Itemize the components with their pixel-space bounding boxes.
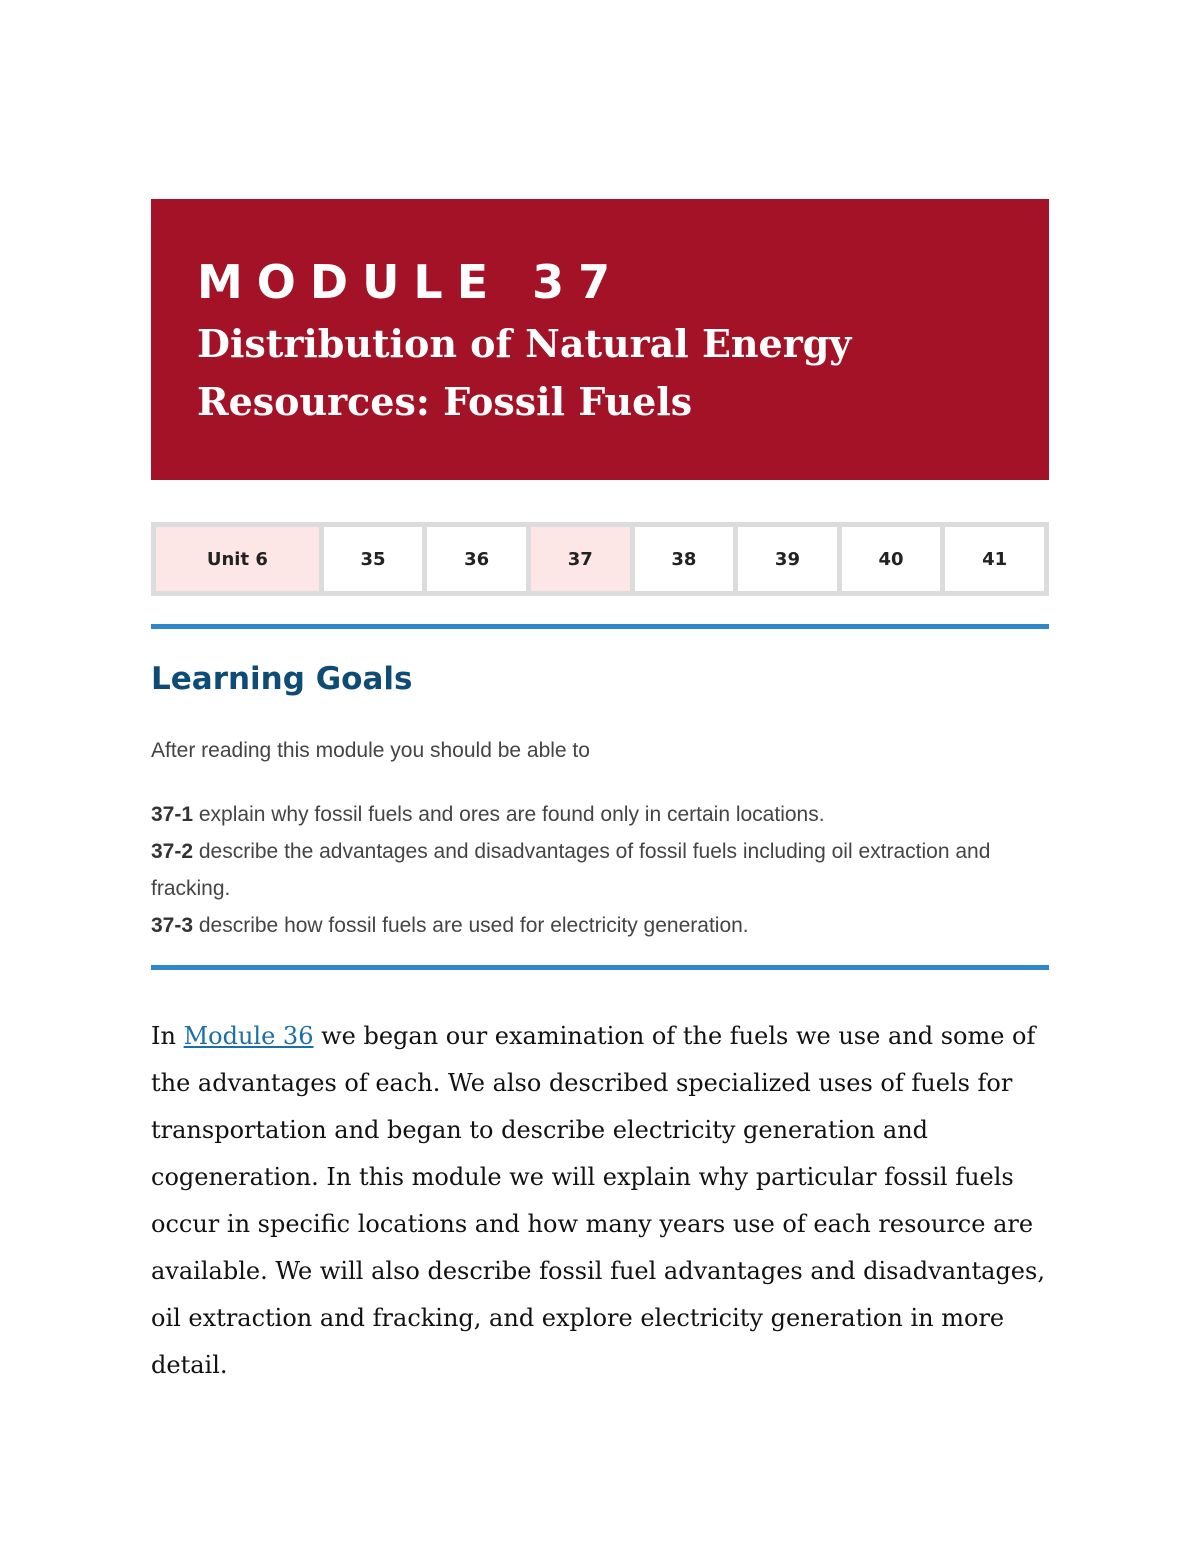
learning-goal-item — [151, 907, 1049, 944]
intro-text-rest: we began our examination of the fuels we use and some of the advantages of each. We also described specialized uses of fuels for transportation and began to describe electricity generation and cogeneration. In this module we will explain why particular fossil fuels occur in specific locations and how many years use of each resource are available. We will also describe fossil fuel advantages and disadvantages, oil extraction and fracking, and explore electricity generation in more detail. — [151, 1022, 1045, 1379]
nav-item-unit-6[interactable] — [156, 527, 319, 591]
learning-goal-number: 37-1 — [151, 803, 194, 826]
module-title-line-2: Resources: Fossil Fuels — [197, 379, 693, 424]
learning-goals-heading: Learning Goals — [151, 661, 413, 697]
nav-item-label: 38 — [671, 548, 697, 570]
learning-goal-item — [151, 833, 1049, 907]
nav-item-label: 39 — [774, 548, 800, 570]
nav-item-35[interactable] — [324, 527, 423, 591]
nav-item-40[interactable] — [842, 527, 941, 591]
section-divider-top — [151, 624, 1049, 629]
section-divider-bottom — [151, 965, 1049, 970]
nav-item-label: 40 — [878, 548, 904, 570]
nav-item-label: Unit 6 — [206, 548, 268, 570]
nav-item-label: 36 — [464, 548, 490, 570]
module-banner — [151, 199, 1049, 480]
module-36-link[interactable]: Module 36 — [183, 1022, 314, 1050]
learning-goal-item — [151, 796, 1049, 833]
learning-goal-number: 37-2 — [151, 840, 194, 863]
nav-item-39[interactable] — [738, 527, 837, 591]
nav-item-label: 41 — [982, 548, 1008, 570]
learning-goal-text: describe the advantages and disadvantages of fossil fuels including oil extraction and fracking. — [151, 840, 991, 900]
nav-item-38[interactable] — [635, 527, 734, 591]
module-navigation — [151, 522, 1049, 596]
learning-goal-text: describe how fossil fuels are used for electricity generation. — [193, 914, 749, 937]
module-title-line-1: Distribution of Natural Energy — [197, 321, 852, 366]
nav-item-label: 37 — [567, 548, 593, 570]
module-title — [197, 315, 1003, 431]
intro-text-start: In — [151, 1022, 184, 1050]
nav-item-37[interactable] — [531, 527, 630, 591]
learning-goals-list — [151, 796, 1049, 944]
nav-item-36[interactable] — [427, 527, 526, 591]
nav-item-41[interactable] — [945, 527, 1044, 591]
learning-goal-text: explain why fossil fuels and ores are found only in certain locations. — [193, 803, 825, 826]
nav-item-label: 35 — [360, 548, 386, 570]
module-label: MODULE 37 — [197, 255, 625, 309]
learning-goals-intro: After reading this module you should be able to — [151, 739, 590, 762]
learning-goal-number: 37-3 — [151, 914, 194, 937]
intro-paragraph — [151, 1013, 1049, 1389]
